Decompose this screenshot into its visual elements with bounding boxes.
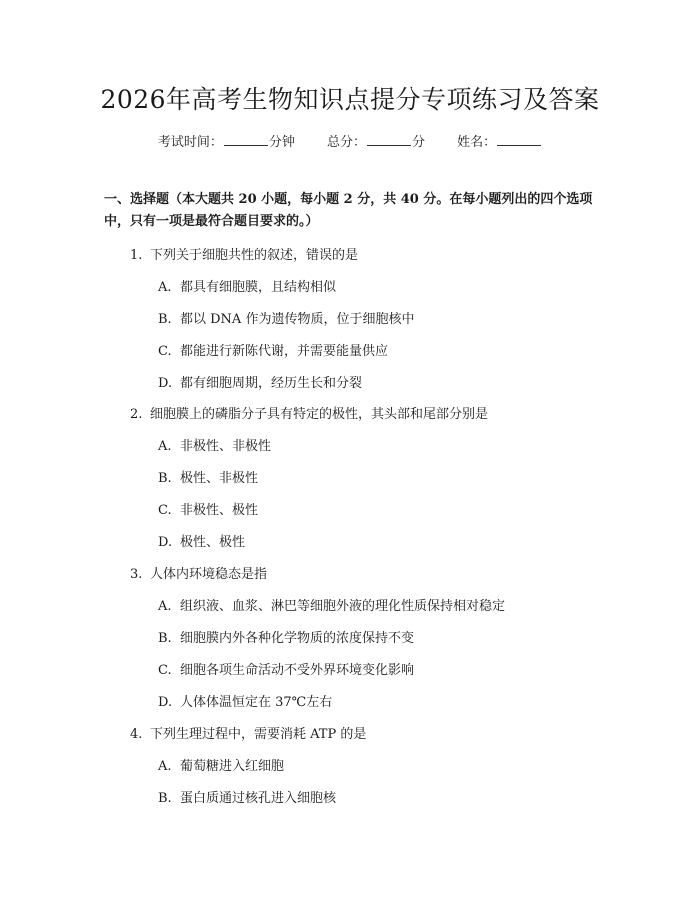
option-letter: A. (158, 599, 172, 614)
option-text: 蛋白质通过核孔进入细胞核 (180, 791, 337, 806)
option-text: 人体体温恒定在 37℃左右 (180, 695, 333, 710)
total-score-label: 总分： (326, 135, 366, 150)
option-text: 极性、非极性 (180, 471, 259, 486)
question-3-option-b (158, 627, 414, 646)
option-text: 组织液、血浆、淋巴等细胞外液的理化性质保持相对稳定 (180, 599, 506, 614)
question-2-option-b (158, 467, 258, 486)
question-4 (130, 723, 366, 742)
question-text: 下列关于细胞共性的叙述，错误的是 (150, 248, 359, 263)
option-text: 都有细胞周期，经历生长和分裂 (180, 376, 363, 391)
option-text: 葡萄糖进入红细胞 (180, 759, 285, 774)
option-text: 都具有细胞膜，且结构相似 (180, 280, 337, 295)
option-text: 极性、极性 (180, 535, 246, 550)
question-1-option-b (158, 308, 414, 327)
exam-time-field (158, 135, 295, 150)
question-number: 2. (130, 407, 143, 422)
option-letter: C. (158, 663, 172, 678)
option-letter: B. (158, 312, 172, 327)
option-letter: A. (158, 280, 172, 295)
option-text: 细胞膜内外各种化学物质的浓度保持不变 (180, 631, 415, 646)
option-letter: D. (158, 535, 173, 550)
section-heading: 一、选择题（本大题共 20 小题，每小题 2 分，共 40 分。在每小题列出的四个选项中，只有一项是最符合题目要求的。） (104, 192, 593, 229)
option-text: 都以 DNA 作为遗传物质，位于细胞核中 (180, 312, 415, 327)
question-3-option-a (158, 595, 505, 614)
option-letter: D. (158, 695, 173, 710)
exam-info-line (0, 131, 700, 150)
question-3 (130, 563, 267, 582)
student-name-blank (497, 133, 541, 146)
question-1 (130, 244, 358, 263)
option-text: 非极性、极性 (180, 503, 259, 518)
question-4-option-a (158, 755, 284, 774)
question-1-option-d (158, 372, 362, 391)
question-3-option-c (158, 659, 414, 678)
total-score-blank (367, 133, 411, 146)
question-text: 细胞膜上的磷脂分子具有特定的极性，其头部和尾部分别是 (150, 407, 489, 422)
student-name-field (457, 135, 542, 150)
option-text: 细胞各项生命活动不受外界环境变化影响 (180, 663, 415, 678)
question-1-option-a (158, 276, 336, 295)
question-3-option-d (158, 691, 332, 710)
question-1-option-c (158, 340, 388, 359)
question-number: 4. (130, 727, 143, 742)
exam-time-unit: 分钟 (268, 135, 295, 150)
option-letter: B. (158, 471, 172, 486)
question-number: 1. (130, 248, 143, 263)
option-letter: D. (158, 376, 173, 391)
total-score-field (327, 135, 425, 150)
question-text: 下列生理过程中，需要消耗 ATP 的是 (150, 727, 367, 742)
option-letter: A. (158, 439, 172, 454)
option-text: 都能进行新陈代谢，并需要能量供应 (180, 344, 389, 359)
exam-time-label: 考试时间： (157, 135, 223, 150)
total-score-unit: 分 (412, 135, 426, 150)
document-title: 2026年高考生物知识点提分专项练习及答案 (100, 85, 600, 114)
question-text: 人体内环境稳态是指 (150, 567, 268, 582)
question-2-option-c (158, 499, 258, 518)
student-name-label: 姓名： (457, 135, 497, 150)
option-letter: B. (158, 631, 172, 646)
question-4-option-b (158, 787, 336, 806)
question-2-option-a (158, 435, 271, 454)
option-letter: C. (158, 344, 172, 359)
option-text: 非极性、非极性 (180, 439, 272, 454)
option-letter: C. (158, 503, 172, 518)
question-2-option-d (158, 531, 245, 550)
question-number: 3. (130, 567, 143, 582)
option-letter: B. (158, 791, 172, 806)
option-letter: A. (158, 759, 172, 774)
question-2 (130, 403, 488, 422)
exam-time-blank (224, 133, 268, 146)
